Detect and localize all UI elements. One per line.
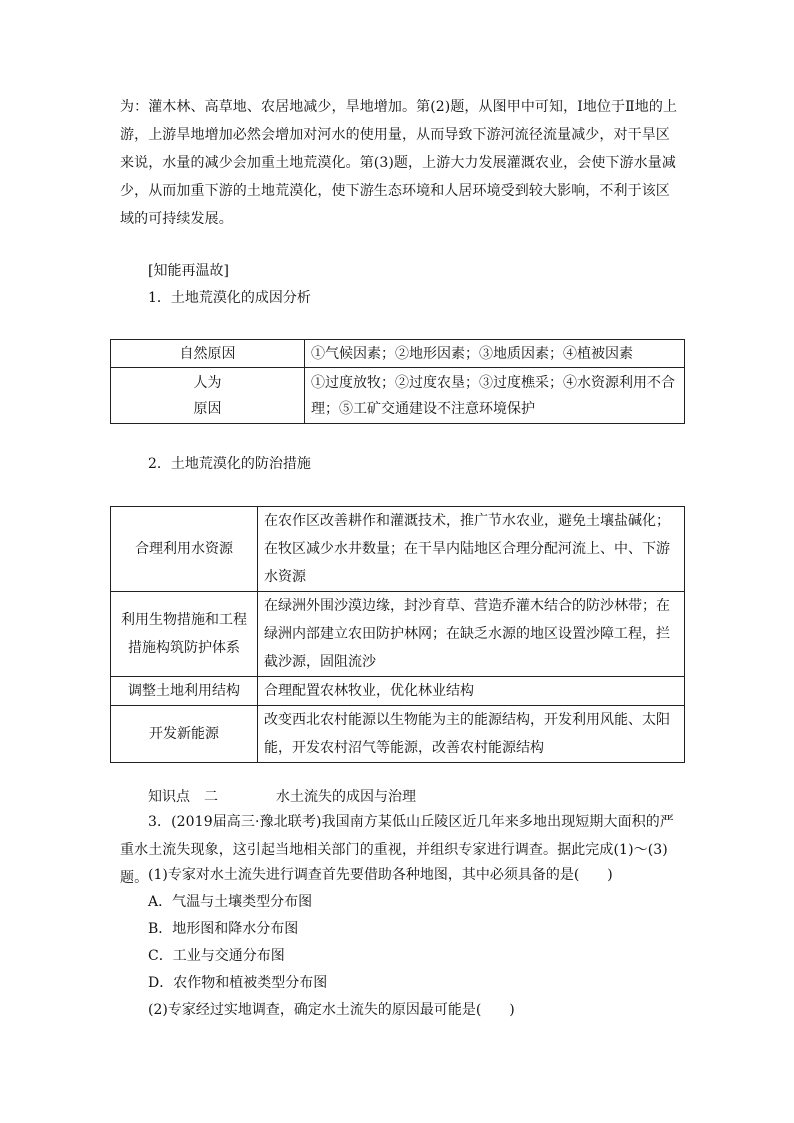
table-cell-content: 在农作区改善耕作和灌溉技术，推广节水农业，避免土壤盐碱化；在牧区减少水井数量；在干旱内陆地区合理分配河流上、中、下游水资源 <box>258 507 685 592</box>
review-heading: [知能再温故] <box>148 263 229 279</box>
category-line: 原因 <box>193 400 222 417</box>
question-1-option-d: D．农作物和植被类型分布图 <box>148 975 328 991</box>
section2-title: 2．土地荒漠化的防治措施 <box>148 456 311 472</box>
table-cell-category <box>111 368 305 424</box>
question-1-stem: (1)专家对水土流失进行调查首先要借助各种地图，其中必须具备的是( ) <box>148 867 613 883</box>
desertification-measures-table <box>110 506 685 763</box>
table-cell-content: ①过度放牧；②过度农垦；③过度樵采；④水资源利用不合理；⑤工矿交通建设不注意环境保护 <box>305 368 685 424</box>
table-row <box>111 677 685 706</box>
table-cell-category: 调整土地利用结构 <box>111 677 258 706</box>
table-cell-category: 合理利用水资源 <box>111 507 258 592</box>
question-1-option-c: C．工业与交通分布图 <box>148 948 285 964</box>
table-row <box>111 340 685 368</box>
table-cell-category: 开发新能源 <box>111 706 258 763</box>
category-line: 人为 <box>193 374 222 391</box>
question-2-stem: (2)专家经过实地调查，确定水土流失的原因最可能是( ) <box>148 1002 515 1018</box>
knowledge-point-title: 水土流失的成因与治理 <box>276 789 416 805</box>
section1-title: 1．土地荒漠化的成因分析 <box>148 290 311 306</box>
desertification-causes-table <box>110 339 685 424</box>
intro-paragraph: 为：灌木林、高草地、农居地减少，旱地增加。第(2)题，从图甲中可知，Ⅰ地位于Ⅱ地的上游，上游旱地增加必然会增加对河水的使用量，从而导致下游河流径流量减少，对干旱区来说，水量的减少会加重土地荒漠化。第(3)题，上游大力发展灌溉农业，会使下游水量减少，从而加重下游的土地荒漠化，使下游生态环境和人居环境受到较大影响，不利于该区域的可持续发展。 <box>120 99 678 227</box>
table-cell-content: 改变西北农村能源以生物能为主的能源结构，开发利用风能、太阳能，开发农村沼气等能源，改善农村能源结构 <box>258 706 685 763</box>
table-cell-content: 在绿洲外围沙漠边缘，封沙育草、营造乔灌木结合的防沙林带；在绿洲内部建立农田防护林网；在缺乏水源的地区设置沙障工程，拦截沙源，固阻流沙 <box>258 592 685 677</box>
table-cell-category: 利用生物措施和工程措施构筑防护体系 <box>111 592 258 677</box>
table-cell-category: 自然原因 <box>111 340 305 368</box>
question-intro: 3．(2019届高三·豫北联考)我国南方某低山丘陵区近几年来多地出现短期大面积的严重水土流失现象，这引起当地相关部门的重视，并组织专家进行调查。据此完成(1)～(3)题。 <box>120 814 675 886</box>
table-row <box>111 592 685 677</box>
table-cell-content: 合理配置农林牧业，优化林业结构 <box>258 677 685 706</box>
table-row <box>111 368 685 424</box>
table-row <box>111 706 685 763</box>
knowledge-point-label: 知识点 二 <box>148 789 218 805</box>
table-row <box>111 507 685 592</box>
question-1-option-b: B．地形图和降水分布图 <box>148 921 299 937</box>
table-cell-content: ①气候因素；②地形因素；③地质因素；④植被因素 <box>305 340 685 368</box>
question-1-option-a: A．气温与土壤类型分布图 <box>148 894 313 910</box>
